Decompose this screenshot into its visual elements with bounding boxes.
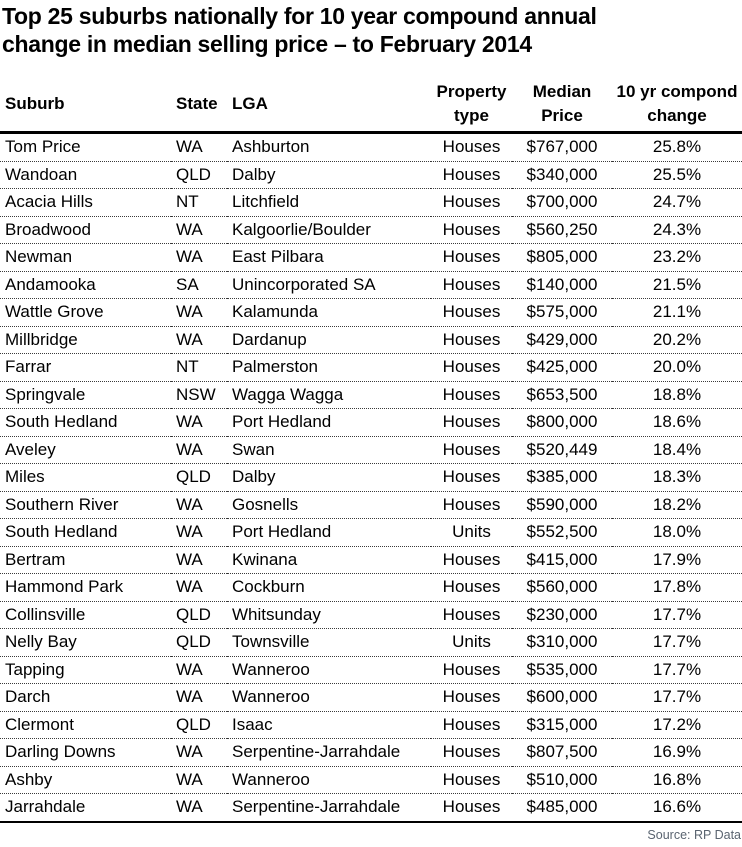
table-row <box>0 133 742 162</box>
cell-suburb: Tom Price <box>0 133 171 162</box>
cell-change-10yr: 24.7% <box>612 189 742 217</box>
cell-lga: Wanneroo <box>227 766 431 794</box>
cell-property-type: Houses <box>431 546 512 574</box>
table-row <box>0 161 742 189</box>
cell-change-10yr: 21.1% <box>612 299 742 327</box>
cell-suburb: Wattle Grove <box>0 299 171 327</box>
cell-state: WA <box>171 546 227 574</box>
cell-property-type: Houses <box>431 711 512 739</box>
col-header-property-type-line2: type <box>454 106 489 125</box>
cell-median-price: $600,000 <box>512 684 612 712</box>
cell-lga: Serpentine-Jarrahdale <box>227 739 431 767</box>
cell-state: QLD <box>171 629 227 657</box>
table-row <box>0 601 742 629</box>
table-row <box>0 711 742 739</box>
cell-change-10yr: 17.7% <box>612 656 742 684</box>
cell-state: WA <box>171 133 227 162</box>
table-row <box>0 794 742 822</box>
cell-change-10yr: 18.4% <box>612 436 742 464</box>
col-header-median-price-line2: Price <box>541 106 583 125</box>
cell-state: WA <box>171 244 227 272</box>
cell-change-10yr: 18.8% <box>612 381 742 409</box>
cell-state: NT <box>171 354 227 382</box>
cell-lga: Port Hedland <box>227 519 431 547</box>
cell-change-10yr: 17.7% <box>612 601 742 629</box>
cell-median-price: $575,000 <box>512 299 612 327</box>
cell-median-price: $140,000 <box>512 271 612 299</box>
cell-state: WA <box>171 794 227 822</box>
cell-property-type: Houses <box>431 161 512 189</box>
cell-median-price: $560,250 <box>512 216 612 244</box>
table-row <box>0 546 742 574</box>
cell-change-10yr: 17.7% <box>612 629 742 657</box>
cell-suburb: Aveley <box>0 436 171 464</box>
cell-median-price: $310,000 <box>512 629 612 657</box>
cell-property-type: Houses <box>431 684 512 712</box>
cell-suburb: Miles <box>0 464 171 492</box>
cell-suburb: Darling Downs <box>0 739 171 767</box>
cell-median-price: $535,000 <box>512 656 612 684</box>
cell-suburb: Hammond Park <box>0 574 171 602</box>
cell-suburb: Andamooka <box>0 271 171 299</box>
col-header-property-type <box>431 77 512 133</box>
cell-change-10yr: 17.9% <box>612 546 742 574</box>
col-header-lga-label: LGA <box>232 94 268 113</box>
cell-lga: East Pilbara <box>227 244 431 272</box>
cell-property-type: Houses <box>431 326 512 354</box>
cell-change-10yr: 18.6% <box>612 409 742 437</box>
cell-suburb: Springvale <box>0 381 171 409</box>
cell-suburb: Acacia Hills <box>0 189 171 217</box>
cell-median-price: $653,500 <box>512 381 612 409</box>
cell-property-type: Units <box>431 519 512 547</box>
cell-lga: Litchfield <box>227 189 431 217</box>
table-row <box>0 216 742 244</box>
cell-median-price: $805,000 <box>512 244 612 272</box>
cell-lga: Ashburton <box>227 133 431 162</box>
cell-lga: Port Hedland <box>227 409 431 437</box>
cell-property-type: Houses <box>431 794 512 822</box>
table-row <box>0 354 742 382</box>
cell-change-10yr: 20.0% <box>612 354 742 382</box>
table-row <box>0 574 742 602</box>
col-header-property-type-line1: Property <box>436 82 507 101</box>
col-header-10yr-change-line1: 10 yr compond <box>616 82 738 101</box>
cell-change-10yr: 17.8% <box>612 574 742 602</box>
cell-lga: Dardanup <box>227 326 431 354</box>
col-header-median-price-line1: Median <box>532 82 592 101</box>
cell-state: WA <box>171 299 227 327</box>
cell-lga: Wagga Wagga <box>227 381 431 409</box>
table-row <box>0 271 742 299</box>
cell-state: WA <box>171 574 227 602</box>
col-header-median-price <box>512 77 612 133</box>
cell-property-type: Houses <box>431 133 512 162</box>
cell-change-10yr: 20.2% <box>612 326 742 354</box>
cell-property-type: Houses <box>431 491 512 519</box>
cell-state: SA <box>171 271 227 299</box>
table-row <box>0 656 742 684</box>
cell-state: WA <box>171 409 227 437</box>
cell-state: WA <box>171 491 227 519</box>
table-row <box>0 629 742 657</box>
cell-lga: Cockburn <box>227 574 431 602</box>
cell-change-10yr: 25.5% <box>612 161 742 189</box>
cell-state: WA <box>171 436 227 464</box>
cell-suburb: Millbridge <box>0 326 171 354</box>
cell-suburb: Jarrahdale <box>0 794 171 822</box>
cell-change-10yr: 25.8% <box>612 133 742 162</box>
col-header-10yr-change-line2: change <box>647 106 707 125</box>
cell-lga: Gosnells <box>227 491 431 519</box>
cell-lga: Serpentine-Jarrahdale <box>227 794 431 822</box>
cell-property-type: Houses <box>431 739 512 767</box>
cell-suburb: Nelly Bay <box>0 629 171 657</box>
cell-state: QLD <box>171 711 227 739</box>
cell-change-10yr: 16.6% <box>612 794 742 822</box>
cell-state: QLD <box>171 161 227 189</box>
table-row <box>0 464 742 492</box>
cell-change-10yr: 24.3% <box>612 216 742 244</box>
table-row <box>0 326 742 354</box>
col-header-lga <box>227 77 431 133</box>
cell-suburb: Farrar <box>0 354 171 382</box>
cell-state: NT <box>171 189 227 217</box>
table-row <box>0 436 742 464</box>
cell-median-price: $340,000 <box>512 161 612 189</box>
cell-lga: Dalby <box>227 161 431 189</box>
cell-change-10yr: 18.0% <box>612 519 742 547</box>
cell-property-type: Houses <box>431 656 512 684</box>
cell-median-price: $485,000 <box>512 794 612 822</box>
cell-median-price: $429,000 <box>512 326 612 354</box>
cell-property-type: Houses <box>431 381 512 409</box>
cell-property-type: Houses <box>431 244 512 272</box>
cell-property-type: Houses <box>431 464 512 492</box>
cell-suburb: South Hedland <box>0 519 171 547</box>
cell-suburb: Newman <box>0 244 171 272</box>
cell-median-price: $415,000 <box>512 546 612 574</box>
cell-lga: Palmerston <box>227 354 431 382</box>
cell-lga: Kalgoorlie/Boulder <box>227 216 431 244</box>
cell-median-price: $425,000 <box>512 354 612 382</box>
cell-state: WA <box>171 519 227 547</box>
cell-state: WA <box>171 766 227 794</box>
cell-property-type: Houses <box>431 409 512 437</box>
cell-median-price: $800,000 <box>512 409 612 437</box>
cell-property-type: Houses <box>431 354 512 382</box>
table-body <box>0 133 742 822</box>
cell-property-type: Houses <box>431 299 512 327</box>
table-row <box>0 766 742 794</box>
cell-change-10yr: 17.7% <box>612 684 742 712</box>
col-header-suburb <box>0 77 171 133</box>
cell-suburb: Broadwood <box>0 216 171 244</box>
table-row <box>0 491 742 519</box>
cell-state: WA <box>171 684 227 712</box>
table-row <box>0 299 742 327</box>
cell-suburb: Wandoan <box>0 161 171 189</box>
cell-suburb: South Hedland <box>0 409 171 437</box>
cell-property-type: Houses <box>431 766 512 794</box>
suburbs-table <box>0 77 742 823</box>
cell-state: WA <box>171 216 227 244</box>
cell-suburb: Ashby <box>0 766 171 794</box>
cell-lga: Wanneroo <box>227 684 431 712</box>
col-header-state-label: State <box>176 94 218 113</box>
cell-state: QLD <box>171 464 227 492</box>
header-row <box>0 77 742 133</box>
cell-lga: Whitsunday <box>227 601 431 629</box>
cell-median-price: $230,000 <box>512 601 612 629</box>
cell-median-price: $807,500 <box>512 739 612 767</box>
page-title <box>2 2 742 58</box>
cell-suburb: Bertram <box>0 546 171 574</box>
cell-median-price: $560,000 <box>512 574 612 602</box>
cell-change-10yr: 18.3% <box>612 464 742 492</box>
cell-property-type: Houses <box>431 271 512 299</box>
table-row <box>0 244 742 272</box>
cell-median-price: $510,000 <box>512 766 612 794</box>
cell-lga: Kwinana <box>227 546 431 574</box>
cell-property-type: Units <box>431 629 512 657</box>
col-header-suburb-label: Suburb <box>5 94 65 113</box>
cell-lga: Kalamunda <box>227 299 431 327</box>
cell-median-price: $590,000 <box>512 491 612 519</box>
cell-property-type: Houses <box>431 574 512 602</box>
table-row <box>0 189 742 217</box>
col-header-state <box>171 77 227 133</box>
cell-median-price: $520,449 <box>512 436 612 464</box>
table-row <box>0 739 742 767</box>
cell-suburb: Tapping <box>0 656 171 684</box>
cell-state: NSW <box>171 381 227 409</box>
cell-property-type: Houses <box>431 216 512 244</box>
cell-property-type: Houses <box>431 189 512 217</box>
source-note: Source: RP Data <box>647 827 741 842</box>
table-row <box>0 381 742 409</box>
cell-suburb: Southern River <box>0 491 171 519</box>
page-title-line-2: change in median selling price – to February 2014 <box>2 31 532 57</box>
cell-change-10yr: 18.2% <box>612 491 742 519</box>
page-title-line-1: Top 25 suburbs nationally for 10 year compound annual <box>2 3 597 29</box>
table-row <box>0 409 742 437</box>
cell-change-10yr: 16.9% <box>612 739 742 767</box>
cell-change-10yr: 16.8% <box>612 766 742 794</box>
cell-lga: Unincorporated SA <box>227 271 431 299</box>
table-header <box>0 77 742 133</box>
cell-median-price: $700,000 <box>512 189 612 217</box>
cell-state: WA <box>171 656 227 684</box>
cell-suburb: Clermont <box>0 711 171 739</box>
cell-suburb: Collinsville <box>0 601 171 629</box>
cell-change-10yr: 23.2% <box>612 244 742 272</box>
cell-lga: Dalby <box>227 464 431 492</box>
cell-state: WA <box>171 739 227 767</box>
table-row <box>0 519 742 547</box>
cell-change-10yr: 21.5% <box>612 271 742 299</box>
cell-median-price: $767,000 <box>512 133 612 162</box>
cell-lga: Wanneroo <box>227 656 431 684</box>
cell-median-price: $385,000 <box>512 464 612 492</box>
cell-median-price: $315,000 <box>512 711 612 739</box>
cell-state: QLD <box>171 601 227 629</box>
cell-lga: Isaac <box>227 711 431 739</box>
table-row <box>0 684 742 712</box>
cell-lga: Townsville <box>227 629 431 657</box>
cell-change-10yr: 17.2% <box>612 711 742 739</box>
cell-property-type: Houses <box>431 436 512 464</box>
cell-state: WA <box>171 326 227 354</box>
col-header-10yr-change <box>612 77 742 133</box>
cell-lga: Swan <box>227 436 431 464</box>
cell-property-type: Houses <box>431 601 512 629</box>
cell-suburb: Darch <box>0 684 171 712</box>
cell-median-price: $552,500 <box>512 519 612 547</box>
